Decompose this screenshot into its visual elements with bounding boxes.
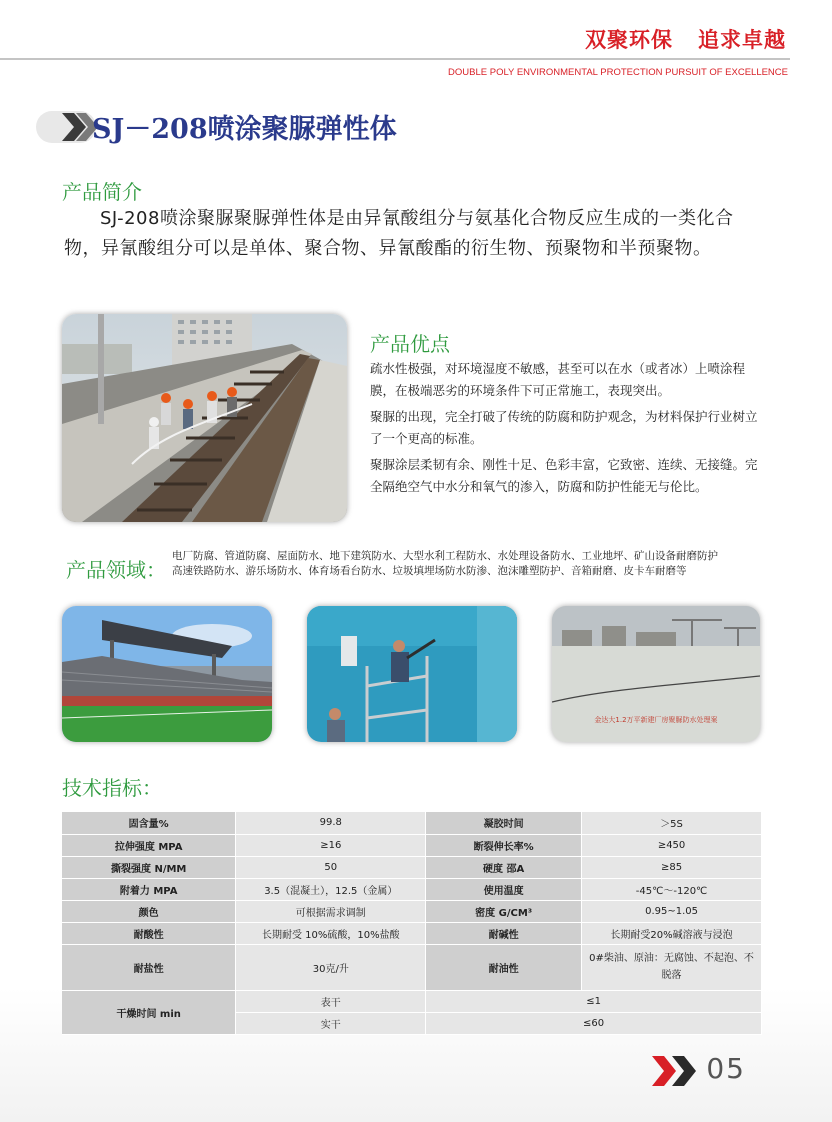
- header-subtitle: DOUBLE POLY ENVIRONMENTAL PROTECTION PURSUIT OF EXCELLENCE: [448, 67, 788, 78]
- spec-value: 0#柴油、原油：无腐蚀、不起泡、不脱落: [582, 944, 762, 990]
- page-number: 05: [706, 1052, 746, 1085]
- spec-value: ≥450: [582, 834, 762, 856]
- spec-key: 凝胶时间: [426, 812, 582, 834]
- advantages-heading: 产品优点: [370, 332, 450, 356]
- spec-value: ≤60: [426, 1012, 762, 1034]
- table-row: [62, 922, 762, 944]
- page-title-block: [36, 103, 456, 149]
- spec-key: 耐碱性: [426, 922, 582, 944]
- specs-heading: 技术指标：: [62, 776, 162, 800]
- advantage-paragraph: 疏水性极强，对环境湿度不敏感，甚至可以在水（或者冰）上喷涂程膜，在极端恶劣的环境条件下可正常施工，表现突出。: [370, 361, 746, 398]
- fields-text: [172, 549, 772, 579]
- spec-value: 表干: [236, 990, 426, 1012]
- spec-value: ≤1: [426, 990, 762, 1012]
- page-title: SJ－208喷涂聚脲弹性体: [92, 114, 397, 145]
- spraying-worker-photo: [307, 606, 517, 742]
- table-row: [62, 944, 762, 990]
- advantages-text: [370, 358, 760, 502]
- spec-value: 3.5（混凝土），12.5（金属）: [236, 878, 426, 900]
- advantage-paragraph: 聚脲的出现，完全打破了传统的防腐和防护观念，为材料保护行业树立了一个更高的标准。: [370, 409, 758, 446]
- header-divider: [0, 58, 790, 60]
- spec-value: 长期耐受 10%硫酸，10%盐酸: [236, 922, 426, 944]
- spec-key: 附着力 MPA: [62, 878, 236, 900]
- spec-key: 断裂伸长率%: [426, 834, 582, 856]
- fields-line: 高速铁路防水、游乐场防水、体育场看台防水、垃圾填埋场防水防渗、泡沫雕塑防护、音箱耐磨、皮卡车耐磨等: [172, 565, 687, 577]
- spec-table: [62, 812, 762, 1035]
- spec-value: -45℃～-120℃: [582, 878, 762, 900]
- spec-value: 长期耐受20%碱溶液与浸泡: [582, 922, 762, 944]
- table-row: [62, 990, 762, 1012]
- spec-key: 耐盐性: [62, 944, 236, 990]
- stadium-photo: [62, 606, 272, 742]
- advantage-paragraph: 聚脲涂层柔韧有余、刚性十足、色彩丰富，它致密、连续、无接缝。完全隔绝空气中水分和氧气的渗入，防腐和防护性能无与伦比。: [370, 457, 758, 494]
- spec-value: ≥16: [236, 834, 426, 856]
- header-slogan: 双聚环保 追求卓越: [585, 28, 786, 52]
- factory-roof-photo: [552, 606, 760, 742]
- railway-photo: [62, 314, 347, 522]
- intro-text: SJ-208喷涂聚脲聚脲弹性体是由异氰酸组分与氨基化合物反应生成的一类化合物，异氰酸组分可以是单体、聚合物、异氰酸酯的衍生物、预聚物和半预聚物。: [64, 208, 734, 259]
- spec-key: 耐酸性: [62, 922, 236, 944]
- spec-key: 固含量%: [62, 812, 236, 834]
- spec-value: 50: [236, 856, 426, 878]
- spec-value: 可根据需求调制: [236, 900, 426, 922]
- table-row: [62, 834, 762, 856]
- intro-heading: 产品简介: [62, 180, 142, 204]
- spec-key: 拉伸强度 MPA: [62, 834, 236, 856]
- spec-value: 实干: [236, 1012, 426, 1034]
- photo-caption: 金达大1.2万平新建厂房聚脲防水处理案: [594, 716, 718, 724]
- table-row: [62, 856, 762, 878]
- spec-value: 30克/升: [236, 944, 426, 990]
- fields-heading: 产品领域：: [66, 558, 166, 582]
- spec-key: 耐油性: [426, 944, 582, 990]
- table-row: [62, 812, 762, 834]
- spec-key: 硬度 邵A: [426, 856, 582, 878]
- spec-value: 99.8: [236, 812, 426, 834]
- spec-key: 使用温度: [426, 878, 582, 900]
- table-row: [62, 878, 762, 900]
- fields-line: 电厂防腐、管道防腐、屋面防水、地下建筑防水、大型水利工程防水、水处理设备防水、工业地坪、矿山设备耐磨防护: [172, 550, 718, 562]
- spec-value: ≥85: [582, 856, 762, 878]
- double-chevron-icon: [650, 1054, 700, 1088]
- spec-key: 干燥时间 min: [62, 990, 236, 1034]
- spec-key: 撕裂强度 N/MM: [62, 856, 236, 878]
- spec-value: ＞5S: [582, 812, 762, 834]
- spec-key: 颜色: [62, 900, 236, 922]
- spec-value: 0.95~1.05: [582, 900, 762, 922]
- table-row: [62, 900, 762, 922]
- spec-key: 密度 G/CM³: [426, 900, 582, 922]
